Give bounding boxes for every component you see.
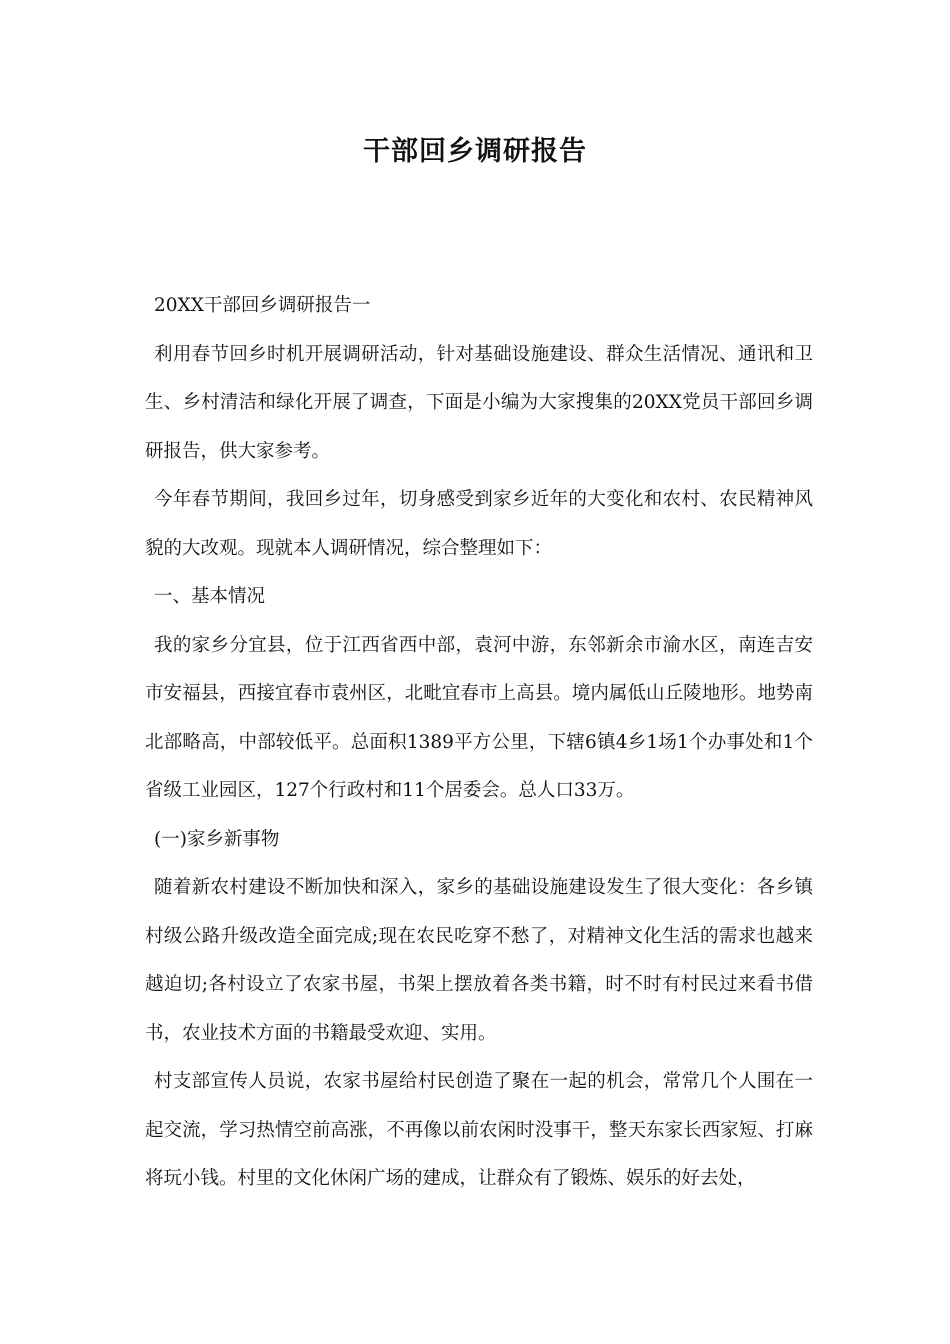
subsection-heading-new-things: (一)家乡新事物	[154, 828, 280, 850]
village-publicity-paragraph: 村支部宣传人员说，农家书屋给村民创造了聚在一起的机会，常常几个人围在一起交流，学习热情空前高涨，不再像以前农闲时没事干，整天东家长西家短、打麻将玩小钱。村里的文化休闲广场的建成，让群众有了锻炼、娱乐的好去处，	[145, 1071, 813, 1189]
report-subtitle: 20XX干部回乡调研报告一	[154, 295, 371, 316]
intro-paragraph: 利用春节回乡时机开展调研活动，针对基础设施建设、群众生活情况、通讯和卫生、乡村清洁和绿化开展了调查，下面是小编为大家搜集的20XX党员干部回乡调研报告，供大家参考。	[145, 343, 813, 462]
hometown-description-paragraph: 我的家乡分宜县，位于江西省西中部，袁河中游，东邻新余市渝水区，南连吉安市安福县，西接宜春市袁州区，北毗宜春市上高县。境内属低山丘陵地形。地势南北部略高，中部较低平。总面积1389平方公里，下辖6镇4乡1场1个办事处和1个省级工业园区，127个行政村和11个居委会。总人口33万。	[145, 634, 813, 801]
document-body	[145, 282, 813, 1204]
new-countryside-paragraph: 随着新农村建设不断加快和深入，家乡的基础设施建设发生了很大变化：各乡镇村级公路升级改造全面完成;现在农民吃穿不愁了，对精神文化生活的需求也越来越迫切;各村设立了农家书屋，书架上摆放着各类书籍，时不时有村民过来看书借书，农业技术方面的书籍最受欢迎、实用。	[145, 877, 813, 1044]
section-heading-basic-situation: 一、基本情况	[154, 586, 266, 607]
document-title: 干部回乡调研报告	[363, 136, 587, 167]
spring-festival-paragraph: 今年春节期间，我回乡过年，切身感受到家乡近年的大变化和农村、农民精神风貌的大改观。现就本人调研情况，综合整理如下：	[145, 489, 813, 559]
